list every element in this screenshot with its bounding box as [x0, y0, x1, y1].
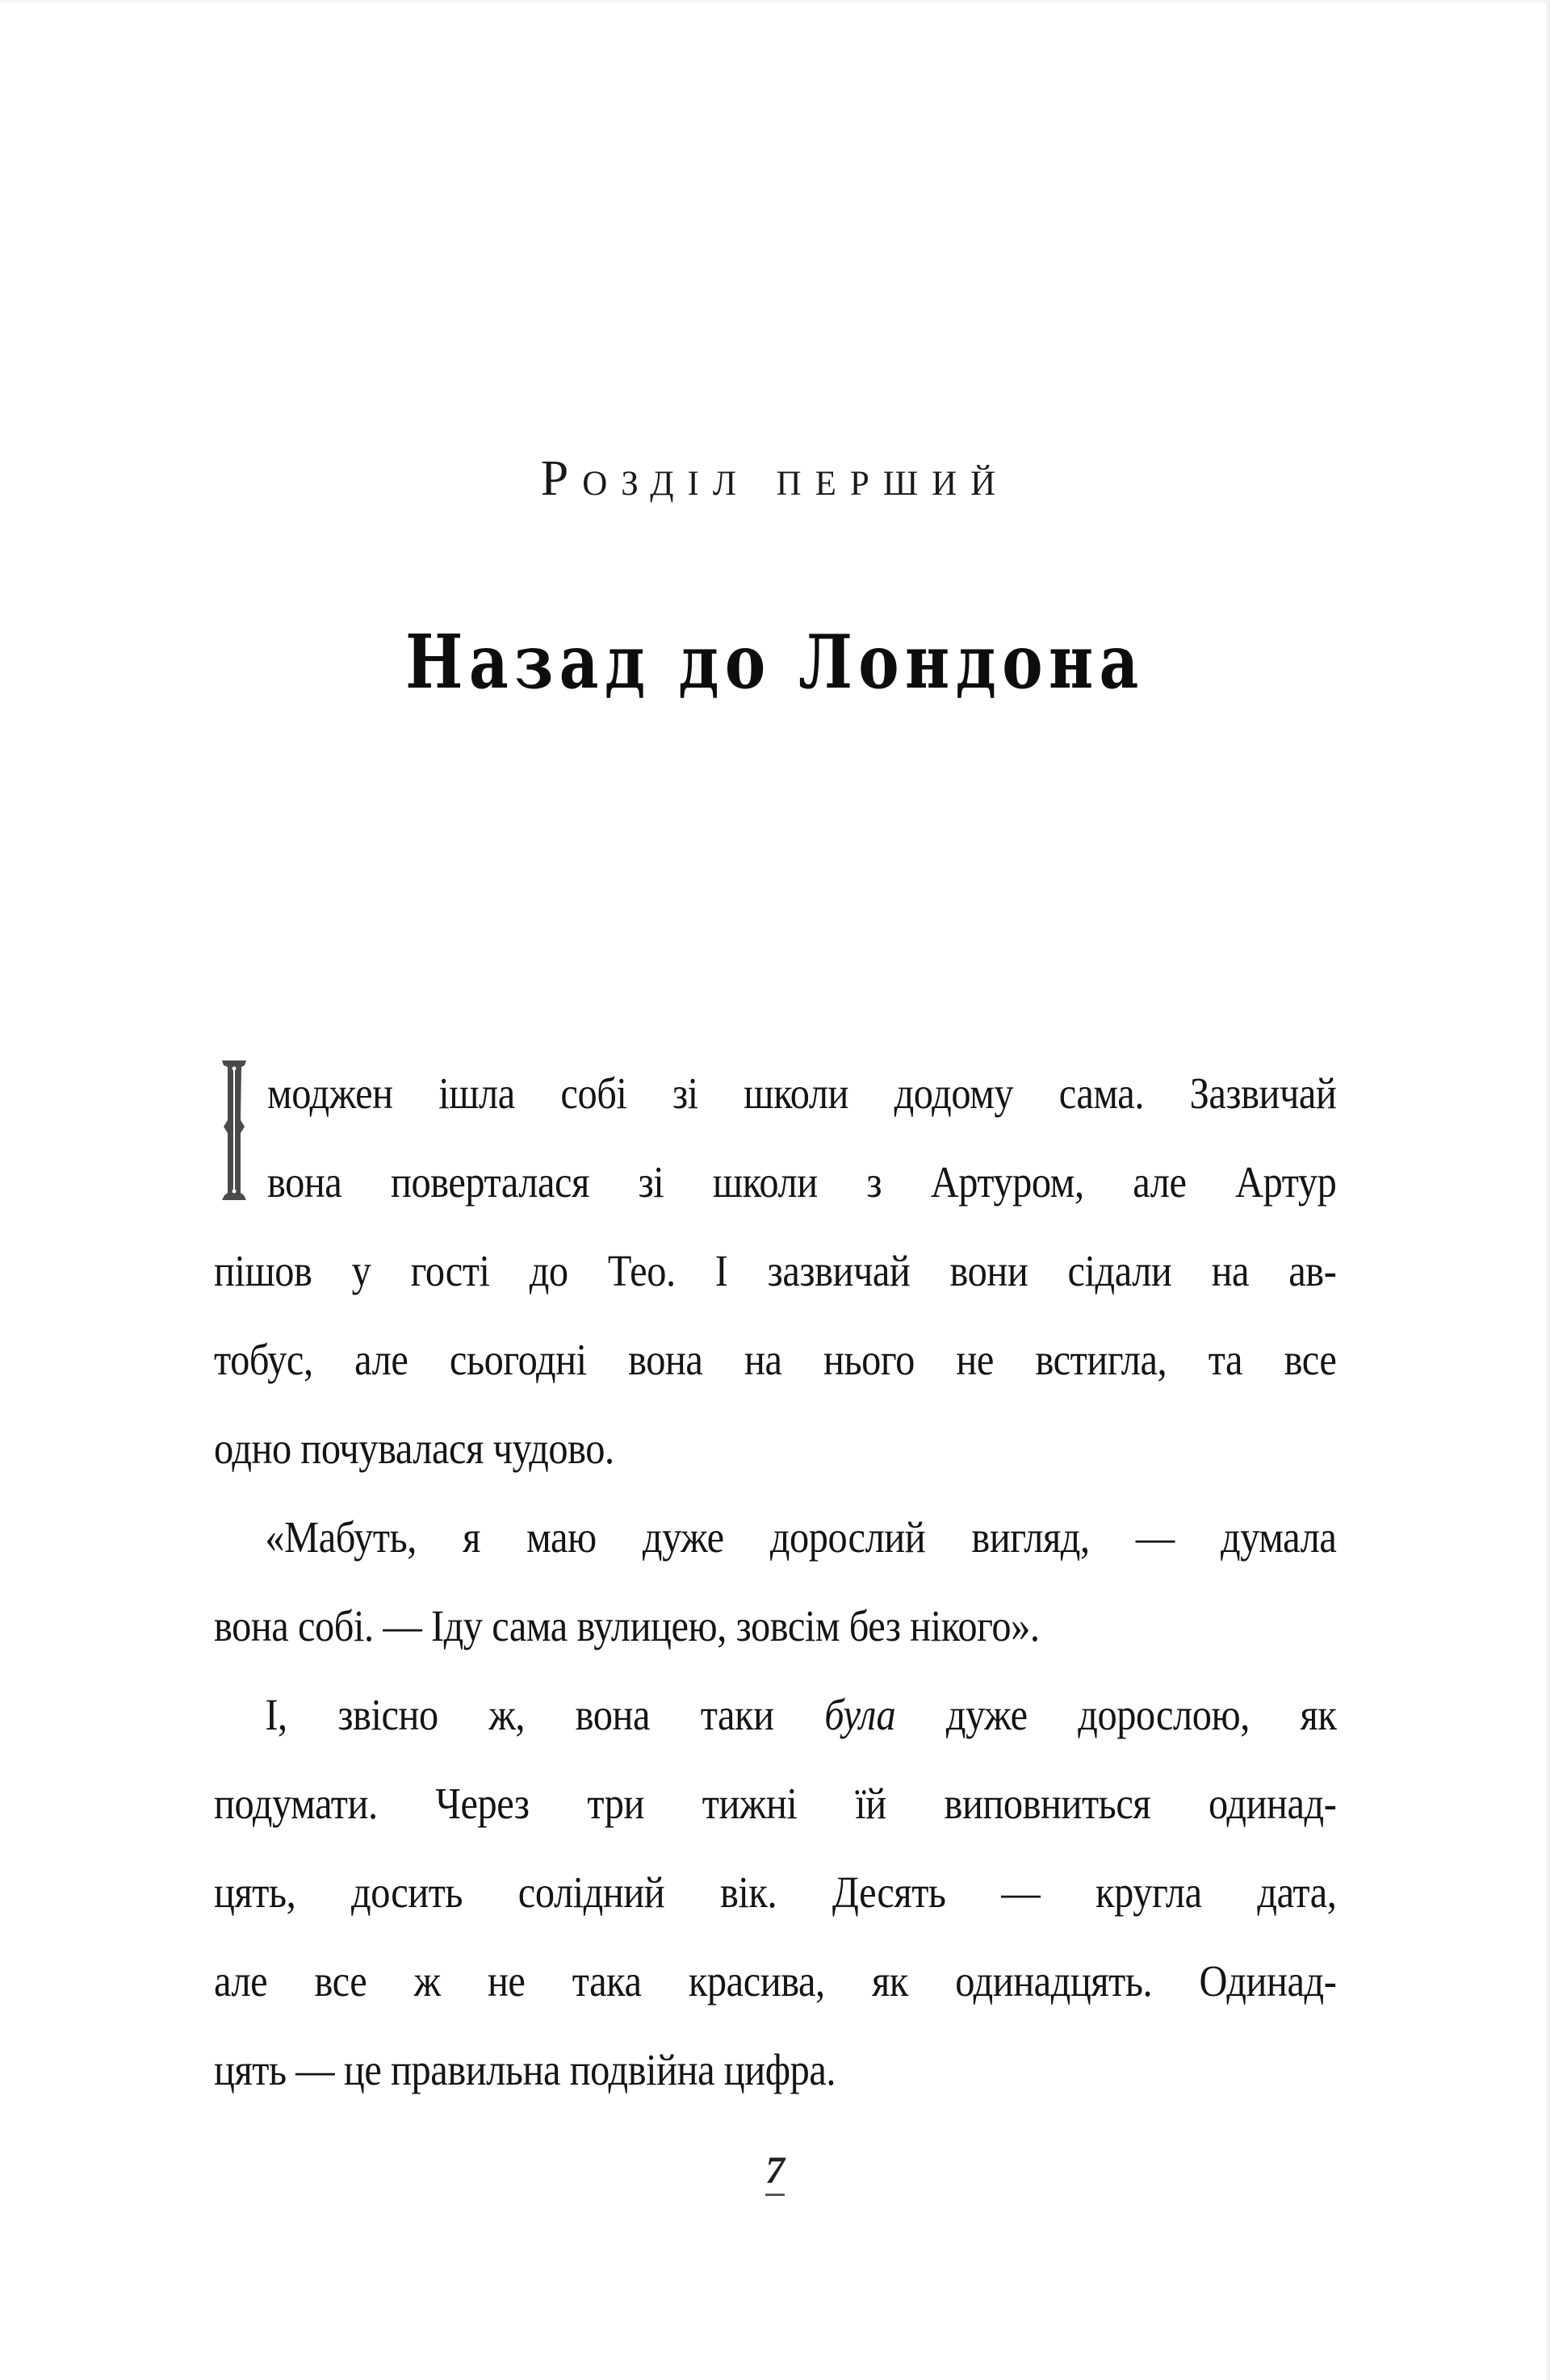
- text-line: вона собі. — Іду сама вулицею, зовсім без нікого».: [214, 1601, 1040, 1650]
- text-line: вона поверталася зі школи з Артуром, але Артур: [267, 1157, 1337, 1207]
- text-line: моджен ішла собі зі школи додому сама. Зазвичай: [267, 1069, 1337, 1118]
- text-segment: І, звісно ж, вона таки: [265, 1690, 825, 1739]
- text-line: «Мабуть, я маю дуже дорослий вигляд, — думала: [265, 1512, 1337, 1562]
- text-line: одно почувалася чудово.: [214, 1424, 614, 1473]
- page-top-edge: [0, 0, 1550, 2]
- chapter-label: Розділ перший: [540, 451, 1010, 506]
- italic-emphasis: була: [824, 1690, 896, 1739]
- text-line: тобус, але сьогодні вона на нього не встигла, та все: [214, 1335, 1337, 1384]
- text-line: [214, 1671, 1336, 1759]
- text-segment: дуже дорослою, як: [895, 1690, 1337, 1739]
- text-line: подумати. Через три тижні їй виповниться одинад-: [214, 1779, 1337, 1828]
- chapter-title: Назад до Лондона: [405, 618, 1145, 705]
- text-line: але все ж не така красива, як одинадцять. Одинад-: [214, 1956, 1337, 2006]
- text-line: цять, досить солідний вік. Десять — кругла дата,: [214, 1868, 1337, 1917]
- page-right-edge: [1546, 0, 1550, 2380]
- text-line: пішов у гості до Тео. І зазвичай вони сідали на ав-: [214, 1246, 1337, 1295]
- body-text: [214, 1049, 1336, 2114]
- page-number: [0, 2147, 1550, 2195]
- text-line: цять — це правильна подвійна цифра.: [214, 2045, 836, 2094]
- page-number-value: 7: [765, 2149, 785, 2196]
